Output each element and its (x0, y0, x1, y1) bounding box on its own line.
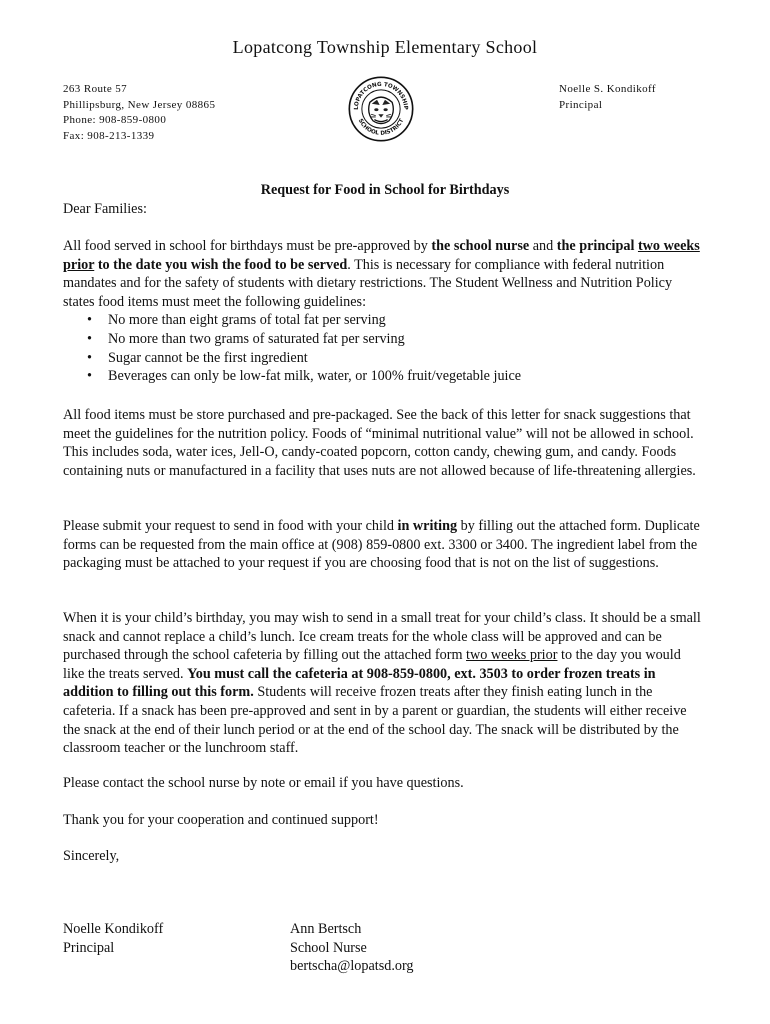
svg-text:LOPATCONG TOWNSHIP: LOPATCONG TOWNSHIP (353, 81, 409, 110)
principal-info (559, 82, 656, 113)
paragraph-birthday-treats-text (63, 609, 703, 758)
text-run: in writing (397, 518, 458, 534)
list-item: • Beverages can only be low-fat milk, water, or 100% fruit/vegetable juice (108, 367, 703, 386)
school-address (63, 82, 215, 144)
paragraph-store-purchased-text: All food items must be store purchased and pre-packaged. See the back of this letter for snack suggestions that meet the guidelines for the nutrition policy. Foods of “minimal nutritional value” will not be allowed in school. This includes soda, water ices, Jell-O, candy-coated popcorn, cotton candy, chewing gum, and candy. Foods containing nuts or manufactured in a facility that uses nuts are not allowed because of life-threatening allergies. (63, 407, 696, 479)
text-run: to the day you would like the treats served. (63, 647, 681, 682)
school-seal-icon (348, 76, 414, 142)
paragraph-contact-nurse (63, 774, 703, 793)
signature-name: Ann Bertsch (290, 921, 362, 937)
paragraph-thank-you-text: Thank you for your cooperation and continued support! (63, 812, 379, 828)
text-run: to the date you wish the food to be served (94, 256, 348, 273)
text-run: two weeks prior (466, 647, 558, 664)
letter-closing-text: Sincerely, (63, 848, 120, 864)
paragraph-birthday-treats (63, 609, 703, 758)
text-run: All food served in school for birthdays must be pre-approved by (63, 238, 432, 254)
paragraph-thank-you (63, 811, 703, 830)
text-run: by filling out the attached form. Duplicate forms can be requested from the main office at (908) 859-0800 ext. 3300 or 3400. The ingredient label from the packaging must be attached to your request if you are choosing food that is not on the list of suggestions. (63, 518, 700, 572)
text-run: . This is necessary for compliance with federal nutrition mandates and for the safety of students with dietary restrictions. The Student Wellness and Nutrition Policy states food items must meet the following guidelines: (63, 256, 673, 310)
address-street: 263 Route 57 (63, 83, 128, 95)
signature-title: Principal (63, 939, 115, 956)
guidelines-list (63, 311, 703, 385)
principal-name: Noelle S. Kondikoff (559, 83, 656, 95)
paragraph-approval (63, 237, 703, 386)
text-run: the principal (556, 238, 635, 254)
principal-title: Principal (559, 98, 603, 111)
address-phone: Phone: 908-859-0800 (63, 114, 167, 126)
text-run: the school nurse (431, 238, 530, 254)
signature-title: School Nurse (290, 939, 367, 956)
text-run: and (529, 238, 557, 254)
text-run: Students will receive frozen treats after they finish eating lunch in the cafeteria. If a snack has been pre-approved and sent in by a parent or guardian, the students will either receive the snack at the end of their lunch period or at the end of the school day. The snack will be distributed by the classroom teacher or the lunchroom staff. (63, 684, 687, 757)
paragraph-approval-text (63, 237, 703, 311)
signature-nurse (290, 920, 414, 976)
list-item: • No more than eight grams of total fat per serving (108, 311, 703, 330)
text-run: Please submit your request to send in food with your child (63, 518, 398, 534)
school-name: Lopatcong Township Elementary School (232, 37, 538, 57)
svg-text:SCHOOL DISTRICT: SCHOOL DISTRICT (356, 118, 406, 137)
signature-name: Noelle Kondikoff (63, 921, 164, 937)
paragraph-submit-request (63, 517, 703, 573)
paragraph-submit-request-text (63, 517, 703, 573)
address-fax: Fax: 908-213-1339 (63, 129, 155, 142)
signature-principal (63, 920, 163, 957)
paragraph-contact-nurse-text: Please contact the school nurse by note or email if you have questions. (63, 775, 464, 791)
text-run: two weeks prior (63, 238, 700, 273)
text-run: You must call the cafeteria at 908-859-0800, ext. 3503 to order frozen treats in addition to filling out this form. (63, 665, 656, 701)
list-item: • Sugar cannot be the first ingredient (108, 349, 703, 368)
list-item: • No more than two grams of saturated fat per serving (108, 330, 703, 349)
address-city: Phillipsburg, New Jersey 08865 (63, 98, 216, 111)
text-run: When it is your child’s birthday, you may wish to send in a small treat for your child’s class. It should be a small snack and cannot replace a child’s lunch. Ice cream treats for the whole class will be approved and can be purchased through the school cafeteria by filling out the attached form (63, 610, 701, 664)
letter-closing (63, 847, 703, 866)
letter-greeting: Dear Families: (63, 201, 147, 217)
paragraph-store-purchased (63, 406, 703, 480)
letter-subject: Request for Food in School for Birthdays (260, 182, 510, 198)
signature-email[interactable]: bertscha@lopatsd.org (290, 958, 414, 975)
